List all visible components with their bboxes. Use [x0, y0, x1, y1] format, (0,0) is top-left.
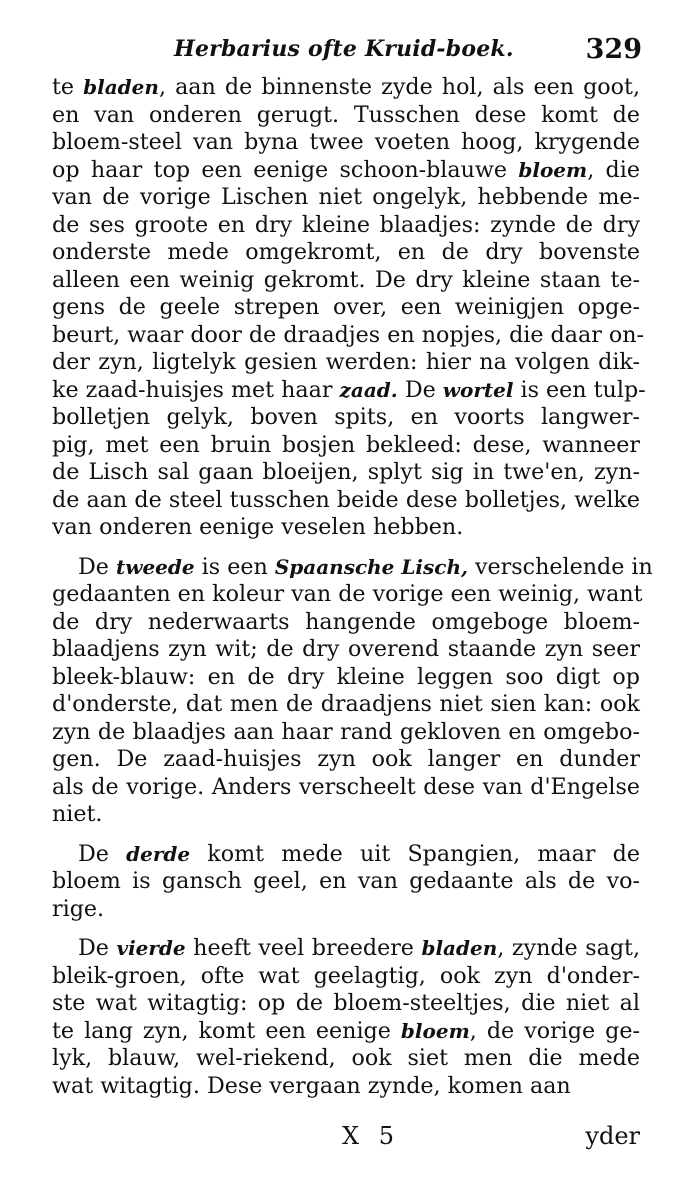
text-line: [52, 1073, 640, 1101]
paragraph-gap: [52, 923, 640, 935]
text-line: [52, 774, 640, 802]
text-line: [52, 609, 640, 637]
text-run: bloem is gansch geel, en van gedaante als de vo-: [52, 868, 640, 894]
text-run: de aan de steel tusschen beide dese bolletjes, welke: [52, 486, 640, 513]
text-run: pig, met een bruin bosjen bekleed: dese, wanneer: [52, 431, 640, 458]
text-line: [52, 1018, 640, 1046]
text-run: verschelende in: [467, 553, 653, 580]
text-line: [52, 102, 640, 130]
text-line: [52, 963, 640, 991]
text-run: niet.: [52, 801, 103, 827]
text-line: [52, 719, 640, 747]
text-run: op haar top een eenige schoon-blauwe: [52, 156, 519, 183]
italic-term: bloem: [400, 1018, 470, 1043]
text-run: De: [78, 935, 117, 961]
text-line: [52, 404, 640, 432]
text-line: [52, 432, 640, 460]
paragraph: [52, 935, 640, 1100]
text-run: , aan de binnenste zyde hol, als een goot,: [158, 74, 640, 100]
text-run: bleik-groen, ofte wat geelagtig, ook zyn d'onder-: [52, 962, 640, 989]
text-run: de Lisch sal gaan bloeijen, splyt sig in twe'en, zyn-: [52, 459, 640, 485]
running-title: Herbarius ofte Kruid-boek.: [174, 36, 514, 62]
text-run: ste wat witagtig: op de bloem-steeltjes, die niet al: [52, 990, 640, 1016]
text-run: bloem-steel van byna twee voeten hoog, krygende: [52, 129, 640, 155]
page-number: 329: [585, 34, 642, 65]
paragraph: [52, 553, 653, 829]
text-run: , die: [587, 156, 640, 183]
catchword: yder: [585, 1122, 640, 1150]
text-run: alleen een weinig gekromt. De dry kleine staan te-: [52, 266, 640, 293]
italic-term: tweede: [115, 554, 195, 579]
italic-term: bladen: [83, 75, 159, 99]
italic-term: vierde: [116, 936, 186, 960]
text-line: [52, 487, 640, 515]
text-run: komt mede uit Spangien, maar de: [190, 840, 640, 867]
italic-term: wortel: [442, 377, 514, 402]
text-line: [52, 212, 640, 240]
text-run: bleek-blauw: en de dry kleine leggen soo digt op: [52, 663, 640, 690]
text-line: [52, 553, 653, 582]
text-run: heeft veel breedere: [185, 935, 422, 961]
text-line: [52, 74, 640, 102]
text-line: [52, 294, 640, 322]
paragraph-gap: [52, 829, 640, 841]
text-line: [52, 841, 640, 869]
text-line: [52, 896, 640, 924]
text-run: te lang zyn, komt een eenige: [52, 1017, 401, 1044]
text-line: [52, 376, 646, 405]
text-run: onderste mede omgekromt, en de dry bovenste: [52, 239, 640, 265]
text-run: gens de geele strepen over, een weinigjen opge-: [52, 294, 640, 320]
text-run: blaadjens zyn wit; de dry overend staande zyn seer: [52, 636, 640, 662]
text-run: is een: [194, 553, 275, 580]
page-footer: [52, 1122, 640, 1158]
signature-mark: X 5: [342, 1122, 400, 1150]
text-run: wat witagtig. Dese vergaan zynde, komen aan: [52, 1072, 571, 1099]
text-run: de dry nederwaarts hangende omgeboge bloem-: [52, 608, 640, 635]
text-run: lyk, blauw, wel-riekend, ook siet men die mede: [52, 1045, 640, 1071]
paragraph: [52, 841, 640, 924]
text-line: [52, 349, 640, 377]
text-line: [52, 514, 640, 542]
text-run: als de vorige. Anders verscheelt dese van d'Engelse: [52, 773, 640, 800]
text-run: ke zaad-huisjes met haar: [52, 376, 340, 403]
text-run: De: [78, 553, 116, 580]
text-line: [52, 157, 640, 185]
text-line: [52, 691, 640, 719]
text-line: [52, 1045, 640, 1073]
text-run: is een tulp-: [513, 376, 646, 403]
text-run: De: [78, 840, 127, 867]
text-run: gedaanten en koleur van de vorige een weinig, want: [52, 581, 643, 607]
italic-term: bloem: [518, 157, 588, 182]
text-line: [52, 868, 640, 896]
paragraph-gap: [52, 542, 640, 554]
text-run: van onderen eenige veselen hebben.: [52, 514, 464, 540]
text-run: en van onderen gerugt. Tusschen dese komt de: [52, 101, 640, 128]
text-run: bolletjen gelyk, boven spits, en voorts langwer-: [52, 404, 640, 430]
text-line: [52, 267, 640, 295]
text-run: der zyn, ligtelyk gesien werden: hier na volgen dik-: [52, 349, 640, 375]
text-run: van de vorige Lischen niet ongelyk, hebbende me-: [52, 184, 640, 210]
text-line: [52, 321, 645, 350]
text-run: , zynde sagt,: [497, 935, 640, 961]
text-line: [52, 801, 640, 829]
body-text: [52, 74, 653, 1100]
text-line: [52, 746, 640, 774]
italic-term: derde: [126, 841, 191, 866]
text-line: [52, 935, 640, 963]
text-line: [52, 184, 640, 212]
text-line: [52, 990, 640, 1018]
text-run: de ses groote en dry kleine blaadjes: zynde de dry: [52, 211, 640, 238]
paragraph: [52, 74, 646, 542]
page-header: [52, 34, 642, 74]
text-line: [52, 459, 640, 487]
italic-term: bladen: [421, 936, 498, 960]
text-run: De: [397, 376, 443, 403]
text-run: te: [52, 74, 84, 100]
italic-term: Spaansche Lisch,: [274, 554, 468, 579]
italic-term: zaad.: [339, 377, 398, 402]
text-line: [52, 581, 643, 609]
text-line: [52, 664, 640, 692]
text-line: [52, 636, 640, 664]
text-run: zyn de blaadjes aan haar rand gekloven en omgebo-: [52, 718, 640, 745]
text-run: d'onderste, dat men de draadjens niet sien kan: ook: [52, 691, 640, 717]
text-line: [52, 239, 640, 267]
text-run: , de vorige ge-: [469, 1017, 640, 1044]
text-run: beurt, waar door de draadjes en nopjes, die daar on-: [52, 321, 645, 348]
text-line: [52, 129, 640, 157]
text-run: rige.: [52, 895, 105, 922]
text-run: gen. De zaad-huisjes zyn ook langer en dunder: [52, 746, 640, 772]
